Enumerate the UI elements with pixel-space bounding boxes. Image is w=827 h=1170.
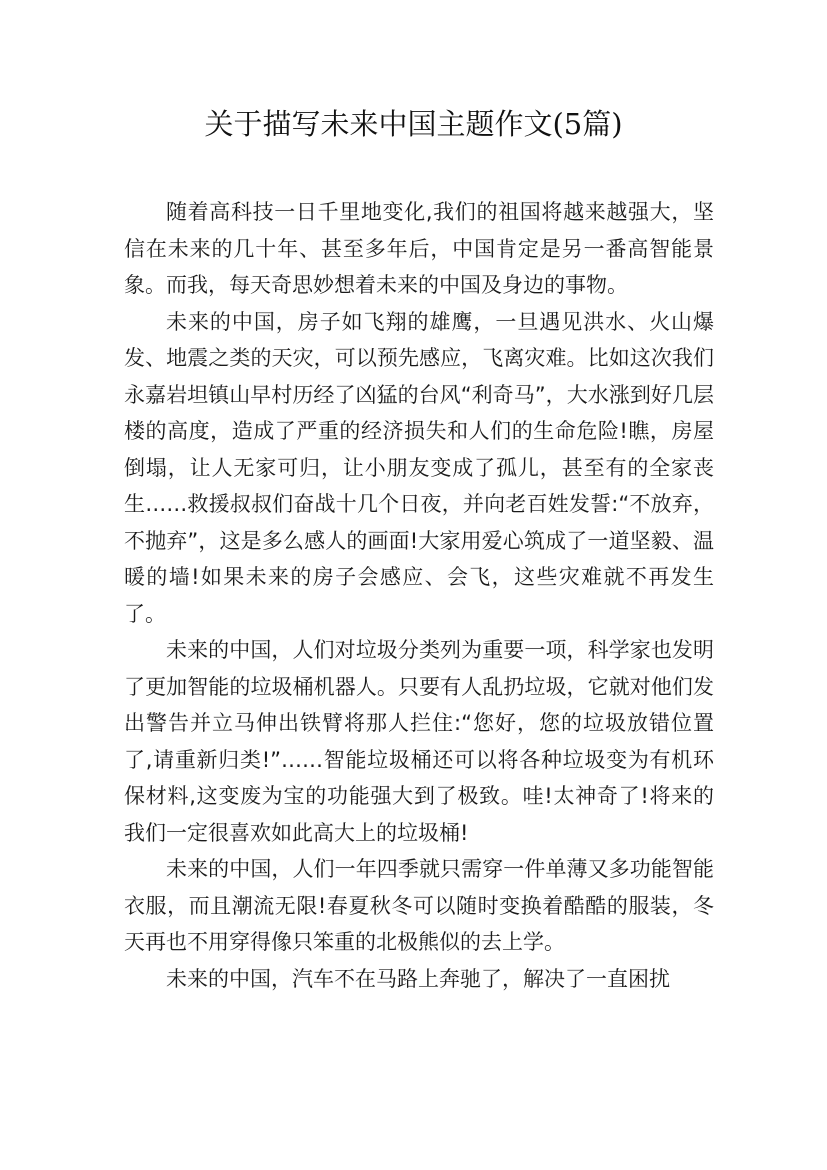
document-title: 关于描写未来中国主题作文(5篇) (204, 107, 623, 141)
paragraph-3: 未来的中国，人们对垃圾分类列为重要一项，科学家也发明了更加智能的垃圾桶机器人。只要有人乱扔垃圾，它就对他们发出警告并立马伸出铁臂将那人拦住:“您好，您的垃圾放错位置了,请重新归类!”……智能垃圾桶还可以将各种垃圾变为有机环保材料,这变废为宝的功能强大到了极致。哇!太神奇了!将来的我们一定很喜欢如此高大上的垃圾桶! (124, 638, 714, 845)
paragraph-1: 随着高科技一日千里地变化,我们的祖国将越来越强大，坚信在未来的几十年、甚至多年后，中国肯定是另一番高智能景象。而我，每天奇思妙想着未来的中国及身边的事物。 (124, 200, 714, 297)
paragraph-5: 未来的中国，汽车不在马路上奔驰了，解决了一直困扰 (166, 966, 670, 991)
paragraph-4: 未来的中国，人们一年四季就只需穿一件单薄又多功能智能衣服，而且潮流无限!春夏秋冬可以随时变换着酷酷的服装，冬天再也不用穿得像只笨重的北极熊似的去上学。 (124, 857, 714, 954)
document-body (124, 194, 714, 997)
paragraph-2: 未来的中国，房子如飞翔的雄鹰，一旦遇见洪水、火山爆发、地震之类的天灾，可以预先感应，飞离灾难。比如这次我们永嘉岩坦镇山早村历经了凶猛的台风“利奇马”，大水涨到好几层楼的高度，造成了严重的经济损失和人们的生命危险!瞧，房屋倒塌，让人无家可归，让小朋友变成了孤儿，甚至有的全家丧生……救援叔叔们奋战十几个日夜，并向老百姓发誓:“不放弃，不抛弃”，这是多么感人的画面!大家用爱心筑成了一道坚毅、温暖的墙!如果未来的房子会感应、会飞，这些灾难就不再发生了。 (124, 309, 714, 626)
